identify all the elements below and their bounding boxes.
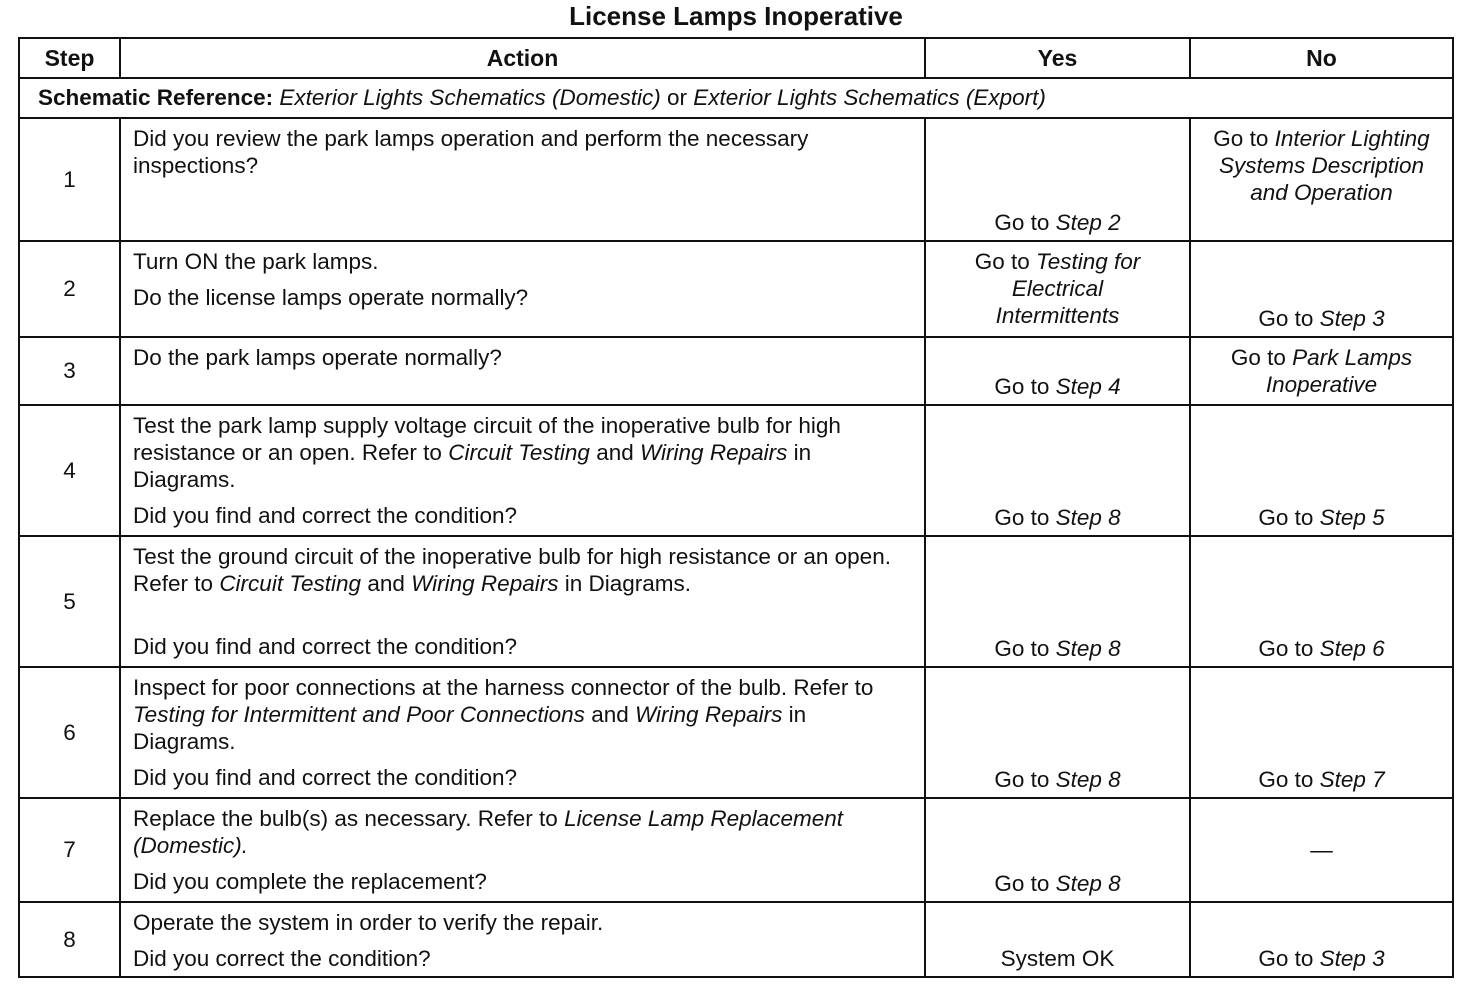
action-and: and: [367, 571, 405, 596]
action-cell: [120, 902, 925, 977]
action-question: Did you complete the replacement?: [133, 869, 487, 894]
table-row: [19, 667, 1453, 798]
step-number: 1: [19, 118, 120, 241]
action-cell: [120, 337, 925, 405]
yes-cell: [925, 241, 1190, 337]
header-action: Action: [120, 38, 925, 78]
action-cell: [120, 241, 925, 337]
step-number: 5: [19, 536, 120, 667]
no-link[interactable]: Step 3: [1319, 306, 1385, 331]
schematic-reference-label: Schematic Reference:: [38, 85, 274, 110]
diagnostic-table: [18, 37, 1454, 978]
action-text-part: Inspect for poor connections at the harness connector of the bulb. Refer to: [133, 675, 874, 700]
yes-link[interactable]: Step 8: [1055, 871, 1121, 896]
step-number: 8: [19, 902, 120, 977]
table-row: [19, 405, 1453, 536]
yes-cell: [925, 118, 1190, 241]
yes-link[interactable]: Step 8: [1055, 505, 1121, 530]
schematic-link-export[interactable]: Exterior Lights Schematics (Export): [693, 85, 1046, 110]
action-question: Do the license lamps operate normally?: [133, 285, 529, 310]
header-step: Step: [19, 38, 120, 78]
no-prefix: Go to: [1258, 946, 1314, 971]
no-link[interactable]: Step 3: [1319, 946, 1385, 971]
no-link[interactable]: Park Lamps Inoperative: [1265, 345, 1413, 397]
license-lamp-replacement-link[interactable]: License Lamp Replacement (Domestic).: [133, 806, 843, 858]
yes-link[interactable]: Step 8: [1055, 636, 1121, 661]
no-cell: [1190, 667, 1453, 798]
no-link[interactable]: Step 7: [1319, 767, 1385, 792]
action-text: Turn ON the park lamps.: [133, 249, 379, 274]
yes-prefix: Go to: [994, 210, 1050, 235]
header-row: [19, 38, 1453, 78]
step-number: 3: [19, 337, 120, 405]
action-cell: [120, 798, 925, 902]
action-cell: [120, 118, 925, 241]
no-prefix: Go to: [1258, 306, 1314, 331]
no-link[interactable]: Step 5: [1319, 505, 1385, 530]
action-text-part: Replace the bulb(s) as necessary. Refer to: [133, 806, 558, 831]
table-row: [19, 337, 1453, 405]
no-prefix: Go to: [1258, 505, 1314, 530]
action-in-diagrams: in Diagrams.: [133, 440, 812, 492]
yes-cell: [925, 337, 1190, 405]
action-in-diagrams: in Diagrams.: [133, 702, 807, 754]
yes-cell: [925, 667, 1190, 798]
no-cell: [1190, 241, 1453, 337]
action-question: Did you find and correct the condition?: [133, 503, 517, 528]
yes-prefix: Go to: [994, 374, 1050, 399]
no-prefix: Go to: [1213, 126, 1269, 151]
circuit-testing-link[interactable]: Circuit Testing: [219, 571, 362, 596]
yes-prefix: Go to: [994, 767, 1050, 792]
step-number: 2: [19, 241, 120, 337]
no-dash: —: [1310, 837, 1333, 863]
system-ok-text: System OK: [1000, 946, 1115, 971]
step-number: 6: [19, 667, 120, 798]
no-link[interactable]: Step 6: [1319, 636, 1385, 661]
yes-prefix: Go to: [994, 636, 1050, 661]
wiring-repairs-link[interactable]: Wiring Repairs: [411, 571, 559, 596]
action-cell: [120, 536, 925, 667]
no-cell: [1190, 798, 1453, 902]
schematic-or: or: [667, 85, 688, 110]
action-question: Did you correct the condition?: [133, 946, 431, 971]
action-text: [133, 805, 914, 859]
no-prefix: Go to: [1258, 636, 1314, 661]
yes-cell: [925, 405, 1190, 536]
no-prefix: Go to: [1258, 767, 1314, 792]
no-cell: [1190, 337, 1453, 405]
yes-link[interactable]: Step 4: [1055, 374, 1121, 399]
no-link[interactable]: Interior Lighting Systems Description and Operation: [1218, 126, 1430, 205]
page-title: License Lamps Inoperative: [569, 1, 903, 31]
action-text: Operate the system in order to verify the repair.: [133, 910, 604, 935]
action-text: Do the park lamps operate normally?: [133, 345, 502, 370]
yes-prefix: Go to: [994, 505, 1050, 530]
action-cell: [120, 405, 925, 536]
wiring-repairs-link[interactable]: Wiring Repairs: [635, 702, 783, 727]
action-text: [133, 674, 914, 755]
action-text-part: Test the park lamp supply voltage circuit of the inoperative bulb for high resistance or an open. Refer to: [133, 413, 841, 465]
yes-cell: [925, 902, 1190, 977]
action-in-diagrams: in Diagrams.: [564, 571, 692, 596]
action-question: Did you find and correct the condition?: [133, 634, 517, 659]
no-cell: [1190, 536, 1453, 667]
yes-link[interactable]: Step 2: [1055, 210, 1121, 235]
no-cell: [1190, 118, 1453, 241]
action-question: Did you find and correct the condition?: [133, 765, 517, 790]
step-number: 7: [19, 798, 120, 902]
action-text: Did you review the park lamps operation and perform the necessary inspections?: [133, 126, 809, 178]
yes-link[interactable]: Step 8: [1055, 767, 1121, 792]
yes-prefix: Go to: [994, 871, 1050, 896]
table-row: [19, 536, 1453, 667]
intermittent-connections-link[interactable]: Testing for Intermittent and Poor Connections: [133, 702, 585, 727]
wiring-repairs-link[interactable]: Wiring Repairs: [640, 440, 788, 465]
table-row: [19, 902, 1453, 977]
table-row: [19, 118, 1453, 241]
action-text-part: Test the ground circuit of the inoperative bulb for high resistance or an open. Refer to: [133, 544, 891, 596]
action-cell: [120, 667, 925, 798]
no-cell: [1190, 902, 1453, 977]
action-and: and: [596, 440, 634, 465]
yes-prefix: Go to: [974, 249, 1030, 274]
table-row: [19, 241, 1453, 337]
schematic-reference-row: [19, 78, 1453, 118]
action-and: and: [591, 702, 629, 727]
header-no: No: [1190, 38, 1453, 78]
yes-link[interactable]: Testing for Electrical Intermittents: [995, 249, 1141, 328]
no-cell: [1190, 405, 1453, 536]
yes-cell: [925, 536, 1190, 667]
action-text: [133, 543, 914, 597]
schematic-reference: [19, 78, 1453, 118]
schematic-link-domestic[interactable]: Exterior Lights Schematics (Domestic): [279, 85, 661, 110]
action-text: [133, 412, 914, 493]
table-row: [19, 798, 1453, 902]
step-number: 4: [19, 405, 120, 536]
header-yes: Yes: [925, 38, 1190, 78]
no-prefix: Go to: [1230, 345, 1286, 370]
circuit-testing-link[interactable]: Circuit Testing: [448, 440, 590, 465]
yes-cell: [925, 798, 1190, 902]
